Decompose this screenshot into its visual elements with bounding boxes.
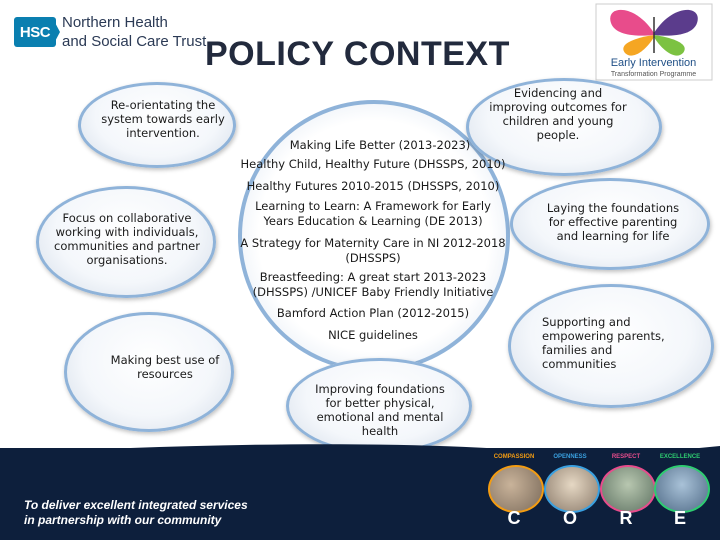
page-title: POLICY CONTEXT xyxy=(205,35,510,73)
trust-name-line2: and Social Care Trust xyxy=(62,33,207,50)
value-label-respect: RESPECT xyxy=(611,454,641,460)
policy-nice: NICE guidelines xyxy=(328,328,418,342)
core-letter-r: R xyxy=(619,508,633,528)
core-letter-c: C xyxy=(507,508,521,528)
trust-name xyxy=(62,13,206,51)
compassion-photo xyxy=(488,465,544,513)
eip-logo-text xyxy=(596,58,711,80)
value-label-openness: OPENNESS xyxy=(553,454,587,460)
item-collaborative: Focus on collaborative working with individuals, communities and partner organisations. xyxy=(54,211,200,267)
value-label-compassion: COMPASSION xyxy=(493,454,535,460)
eip-subtitle: Transformation Programme xyxy=(610,71,697,78)
item-supporting: Supporting and empowering parents, families and communities xyxy=(542,315,665,371)
trust-name-line1: Northern Health xyxy=(62,14,168,31)
item-foundations: Laying the foundations for effective parenting and learning for life xyxy=(546,201,680,243)
value-label-excellence: EXCELLENCE xyxy=(659,454,701,460)
core-letter-e: E xyxy=(673,508,686,528)
policy-making-life-better: Making Life Better (2013-2023) xyxy=(289,138,471,152)
policy-maternity-care: A Strategy for Maternity Care in NI 2012-2018 (DHSSPS) xyxy=(240,236,506,265)
policy-bamford: Bamford Action Plan (2012-2015) xyxy=(276,306,470,320)
core-letter-o: O xyxy=(562,508,577,528)
policy-healthy-child: Healthy Child, Healthy Future (DHSSPS, 2010) xyxy=(240,157,506,171)
eip-name: Early Intervention xyxy=(610,57,697,69)
item-health: Improving foundations for better physical, emotional and mental health xyxy=(315,382,445,438)
policy-learning-to-learn: Learning to Learn: A Framework for Early Years Education & Learning (DE 2013) xyxy=(255,199,491,228)
openness-photo xyxy=(544,465,600,513)
item-resources: Making best use of resources xyxy=(110,353,220,381)
excellence-photo xyxy=(654,465,710,513)
footer-tagline xyxy=(24,498,248,528)
item-reorientating: Re-orientating the system towards early intervention. xyxy=(101,98,225,140)
respect-photo xyxy=(600,465,656,513)
tagline-line1: To deliver excellent integrated services xyxy=(24,498,248,512)
item-evidencing: Evidencing and improving outcomes for children and young people. xyxy=(489,86,627,142)
policy-healthy-futures: Healthy Futures 2010-2015 (DHSSPS, 2010) xyxy=(246,179,500,193)
tagline-line2: in partnership with our community xyxy=(24,513,222,527)
policy-breastfeeding: Breastfeeding: A great start 2013-2023 (DHSSPS) /UNICEF Baby Friendly Initiative xyxy=(252,270,494,299)
hsc-logo: HSC xyxy=(14,17,56,47)
